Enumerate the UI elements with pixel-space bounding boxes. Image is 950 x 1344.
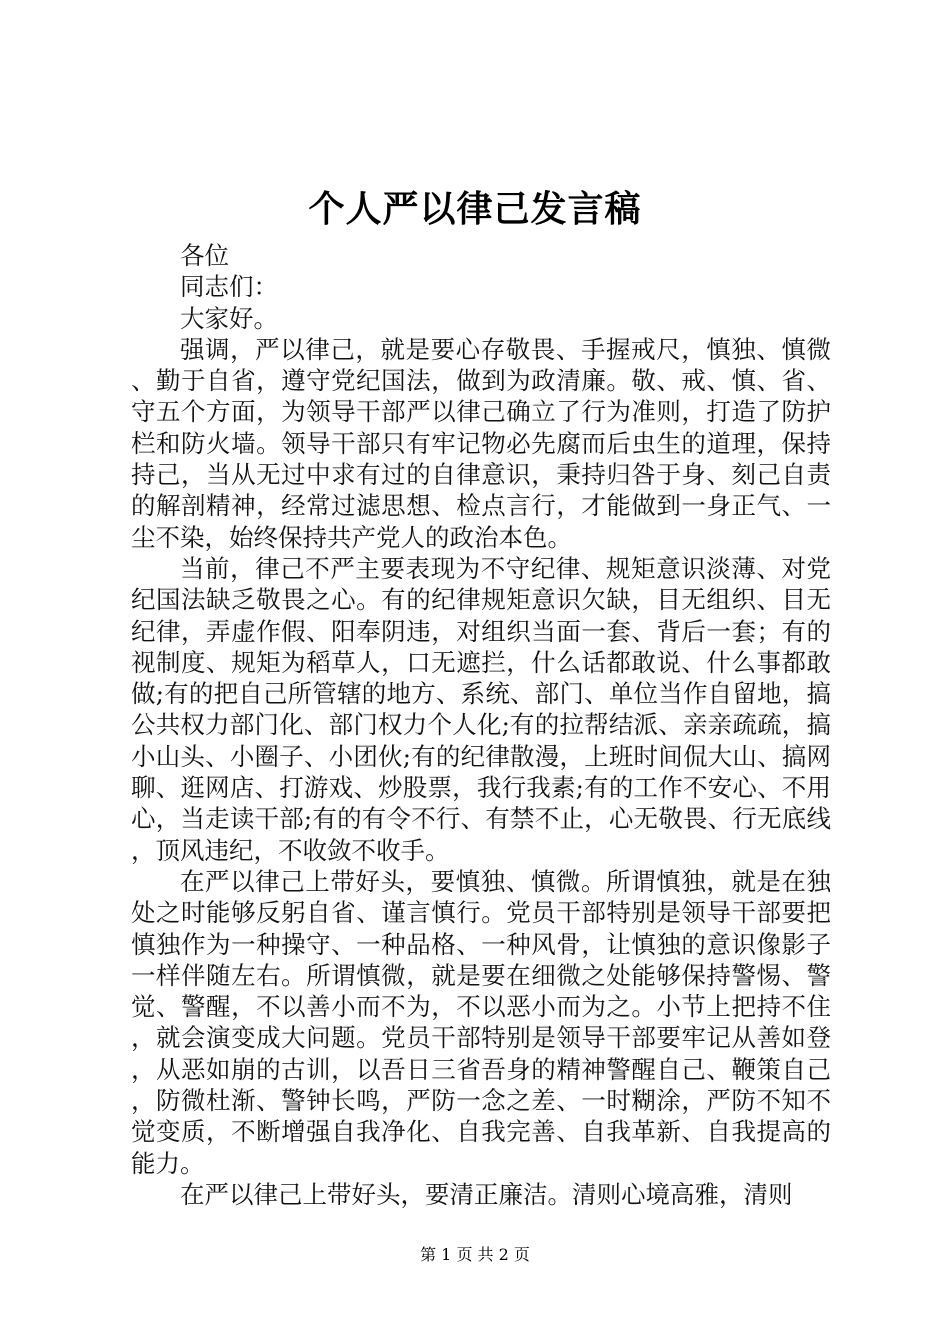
page-number-footer: 第 1 页 共 2 页 [420, 1245, 530, 1264]
document-body [131, 240, 831, 1210]
body-paragraph: 当前，律己不严主要表现为不守纪律、规矩意识淡薄、对党纪国法缺乏敬畏之心。有的纪律规矩意识欠缺，目无组织、目无纪律，弄虚作假、阳奉阴违，对组织当面一套、背后一套；有的视制度、规矩为稻草人，口无遮拦，什么话都敢说、什么事都敢做;有的把自己所管辖的地方、系统、部门、单位当作自留地，搞公共权力部门化、部门权力个人化;有的拉帮结派、亲亲疏疏，搞小山头、小圈子、小团伙;有的纪律散漫，上班时间侃大山、搞网聊、逛网店、打游戏、炒股票，我行我素;有的工作不安心、不用心，当走读干部;有的有令不行、有禁不止，心无敬畏、行无底线，顶风违纪，不收敛不收手。 [131, 553, 831, 865]
salutation-line-2: 同志们： [180, 272, 278, 302]
document-title: 个人严以律己发言稿 [308, 188, 642, 230]
body-paragraph: 在严以律己上带好头，要清正廉洁。清则心境高雅，清则 [180, 1179, 793, 1209]
body-paragraph: 强调，严以律己，就是要心存敬畏、手握戒尺，慎独、慎微、勤于自省，遵守党纪国法，做到为政清廉。敬、戒、慎、省、守五个方面，为领导干部严以律己确立了行为准则，打造了防护栏和防火墙。领导干部只有牢记物必先腐而后虫生的道理，保持持己，当从无过中求有过的自律意识，秉持归咎于身、刻己自责的解剖精神，经常过滤思想、检点言行，才能做到一身正气、一尘不染，始终保持共产党人的政治本色。 [131, 334, 831, 552]
body-paragraph: 在严以律己上带好头，要慎独、慎微。所谓慎独，就是在独处之时能够反躬自省、谨言慎行。党员干部特别是领导干部要把慎独作为一种操守、一种品格、一种风骨，让慎独的意识像影子一样伴随左右。所谓慎微，就是要在细微之处能够保持警惕、警觉、警醒，不以善小而不为，不以恶小而为之。小节上把持不住，就会演变成大问题。党员干部特别是领导干部要牢记从善如登，从恶如崩的古训，以吾日三省吾身的精神警醒自己、鞭策自己，防微杜渐、警钟长鸣，严防一念之差、一时糊涂，严防不知不觉变质，不断增强自我净化、自我完善、自我革新、自我提高的能力。 [131, 866, 831, 1178]
greeting-line: 大家好。 [180, 303, 278, 333]
salutation-line-1: 各位 [180, 241, 229, 270]
